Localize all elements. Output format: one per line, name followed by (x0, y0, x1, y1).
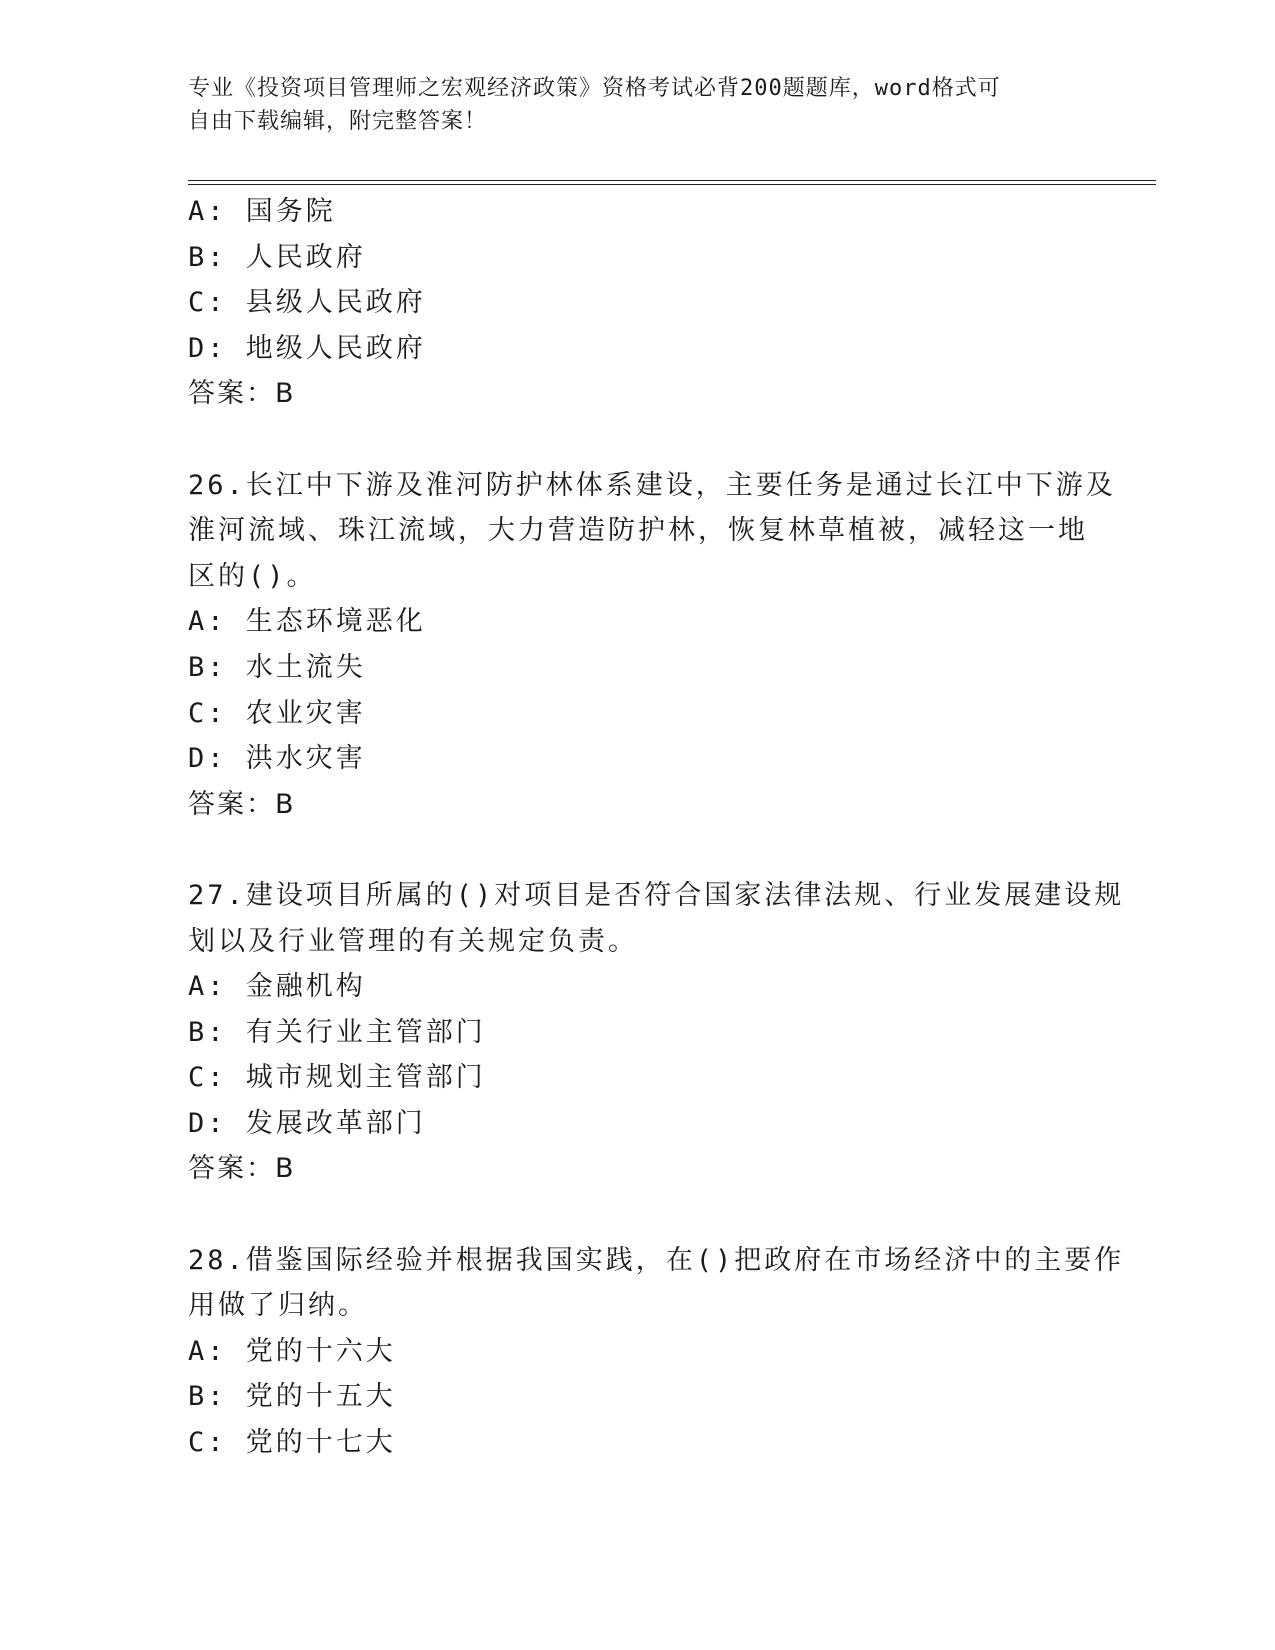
spacer (188, 417, 1088, 463)
question-28-block (188, 1238, 1125, 1466)
header-line-1: 专业《投资项目管理师之宏观经济政策》资格考试必背200题题库，word格式可 (188, 76, 1001, 101)
option-a: A: 金融机构 (188, 971, 366, 1003)
option-c: C: 城市规划主管部门 (188, 1062, 486, 1094)
option-b: B: 水土流失 (188, 651, 366, 683)
option-c: C: 党的十七大 (188, 1427, 396, 1459)
question-text-line: 淮河流域、珠江流域，大力营造防护林，恢复林草植被，减轻这一地 (188, 515, 1088, 547)
document-body (188, 189, 1125, 1466)
question-text-line: 26.长江中下游及淮河防护林体系建设，主要任务是通过长江中下游及 (188, 469, 1116, 501)
question-text-line: 划以及行业管理的有关规定负责。 (188, 925, 638, 957)
option-a: A: 国务院 (188, 196, 336, 227)
option-a: A: 党的十六大 (188, 1335, 396, 1367)
header-line-2: 自由下载编辑，附完整答案！ (188, 109, 488, 134)
option-b: B: 党的十五大 (188, 1381, 396, 1413)
option-a: A: 生态环境恶化 (188, 606, 426, 638)
spacer (188, 827, 1088, 873)
option-b: B: 人民政府 (188, 241, 366, 273)
option-c: C: 县级人民政府 (188, 287, 426, 319)
option-d: D: 发展改革部门 (188, 1107, 426, 1139)
question-text-line: 用做了归纳。 (188, 1290, 368, 1322)
answer: 答案：B (188, 1153, 296, 1185)
question-text-line: 区的()。 (188, 560, 317, 592)
question-text-line: 27.建设项目所属的()对项目是否符合国家法律法规、行业发展建设规 (188, 879, 1125, 911)
option-d: D: 地级人民政府 (188, 332, 426, 364)
answer: 答案：B (188, 788, 296, 820)
question-26-block (188, 463, 1116, 828)
question-27-block (188, 873, 1125, 1192)
question-25-block (188, 189, 1088, 417)
answer: 答案：B (188, 378, 296, 410)
option-b: B: 有关行业主管部门 (188, 1016, 486, 1048)
document-header (188, 72, 1068, 138)
spacer (188, 1192, 1088, 1238)
question-text-line: 28.借鉴国际经验并根据我国实践，在()把政府在市场经济中的主要作 (188, 1244, 1125, 1276)
header-divider-bottom (188, 184, 1156, 185)
header-divider-top (188, 180, 1156, 181)
option-d: D: 洪水灾害 (188, 743, 366, 775)
option-c: C: 农业灾害 (188, 697, 366, 729)
